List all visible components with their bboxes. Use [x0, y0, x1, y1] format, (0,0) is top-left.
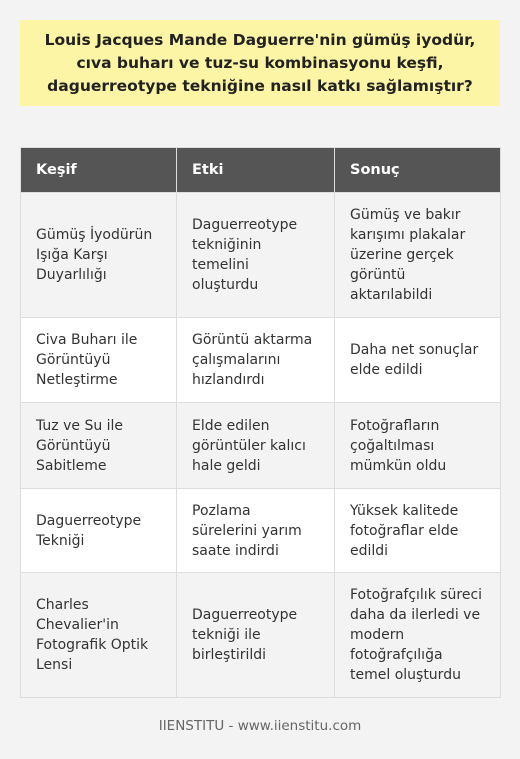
cell-kesif: Charles Chevalier'in Fotografik Optik Lensi [21, 573, 177, 698]
cell-sonuc: Yüksek kalitede fotoğraflar elde edildi [335, 489, 501, 573]
cell-sonuc: Gümüş ve bakır karışımı plakalar üzerine gerçek görüntü aktarılabildi [335, 193, 501, 318]
cell-etki: Daguerreotype tekniği ile birleştirildi [177, 573, 335, 698]
discoveries-table [20, 147, 501, 698]
cell-kesif: Tuz ve Su ile Görüntüyü Sabitleme [21, 403, 177, 489]
table-row [21, 403, 501, 489]
table-row [21, 489, 501, 573]
page-title: Louis Jacques Mande Daguerre'nin gümüş iyodür, cıva buharı ve tuz-su kombinasyonu keşfi, daguerreotype tekniğine nasıl katkı sağlamıştır? [44, 30, 476, 95]
cell-etki: Pozlama sürelerini yarım saate indirdi [177, 489, 335, 573]
cell-sonuc: Daha net sonuçlar elde edildi [335, 318, 501, 403]
footer-credit: IIENSTITU - www.iienstitu.com [158, 718, 362, 734]
cell-etki: Görüntü aktarma çalışmalarını hızlandırdı [177, 318, 335, 403]
cell-etki: Daguerreotype tekniğinin temelini oluşturdu [177, 193, 335, 318]
cell-kesif: Gümüş İyodürün Işığa Karşı Duyarlılığı [21, 193, 177, 318]
table-row [21, 193, 501, 318]
cell-kesif: Daguerreotype Tekniği [21, 489, 177, 573]
header-kesif: Keşif [21, 148, 177, 193]
header-etki: Etki [177, 148, 335, 193]
table-row [21, 573, 501, 698]
cell-sonuc: Fotoğrafçılık süreci daha da ilerledi ve modern fotoğrafçılığa temel oluşturdu [335, 573, 501, 698]
title-banner [20, 20, 500, 106]
header-sonuc: Sonuç [335, 148, 501, 193]
table-header-row [21, 148, 501, 193]
cell-sonuc: Fotoğrafların çoğaltılması mümkün oldu [335, 403, 501, 489]
cell-etki: Elde edilen görüntüler kalıcı hale geldi [177, 403, 335, 489]
cell-kesif: Civa Buharı ile Görüntüyü Netleştirme [21, 318, 177, 403]
table-row [21, 318, 501, 403]
